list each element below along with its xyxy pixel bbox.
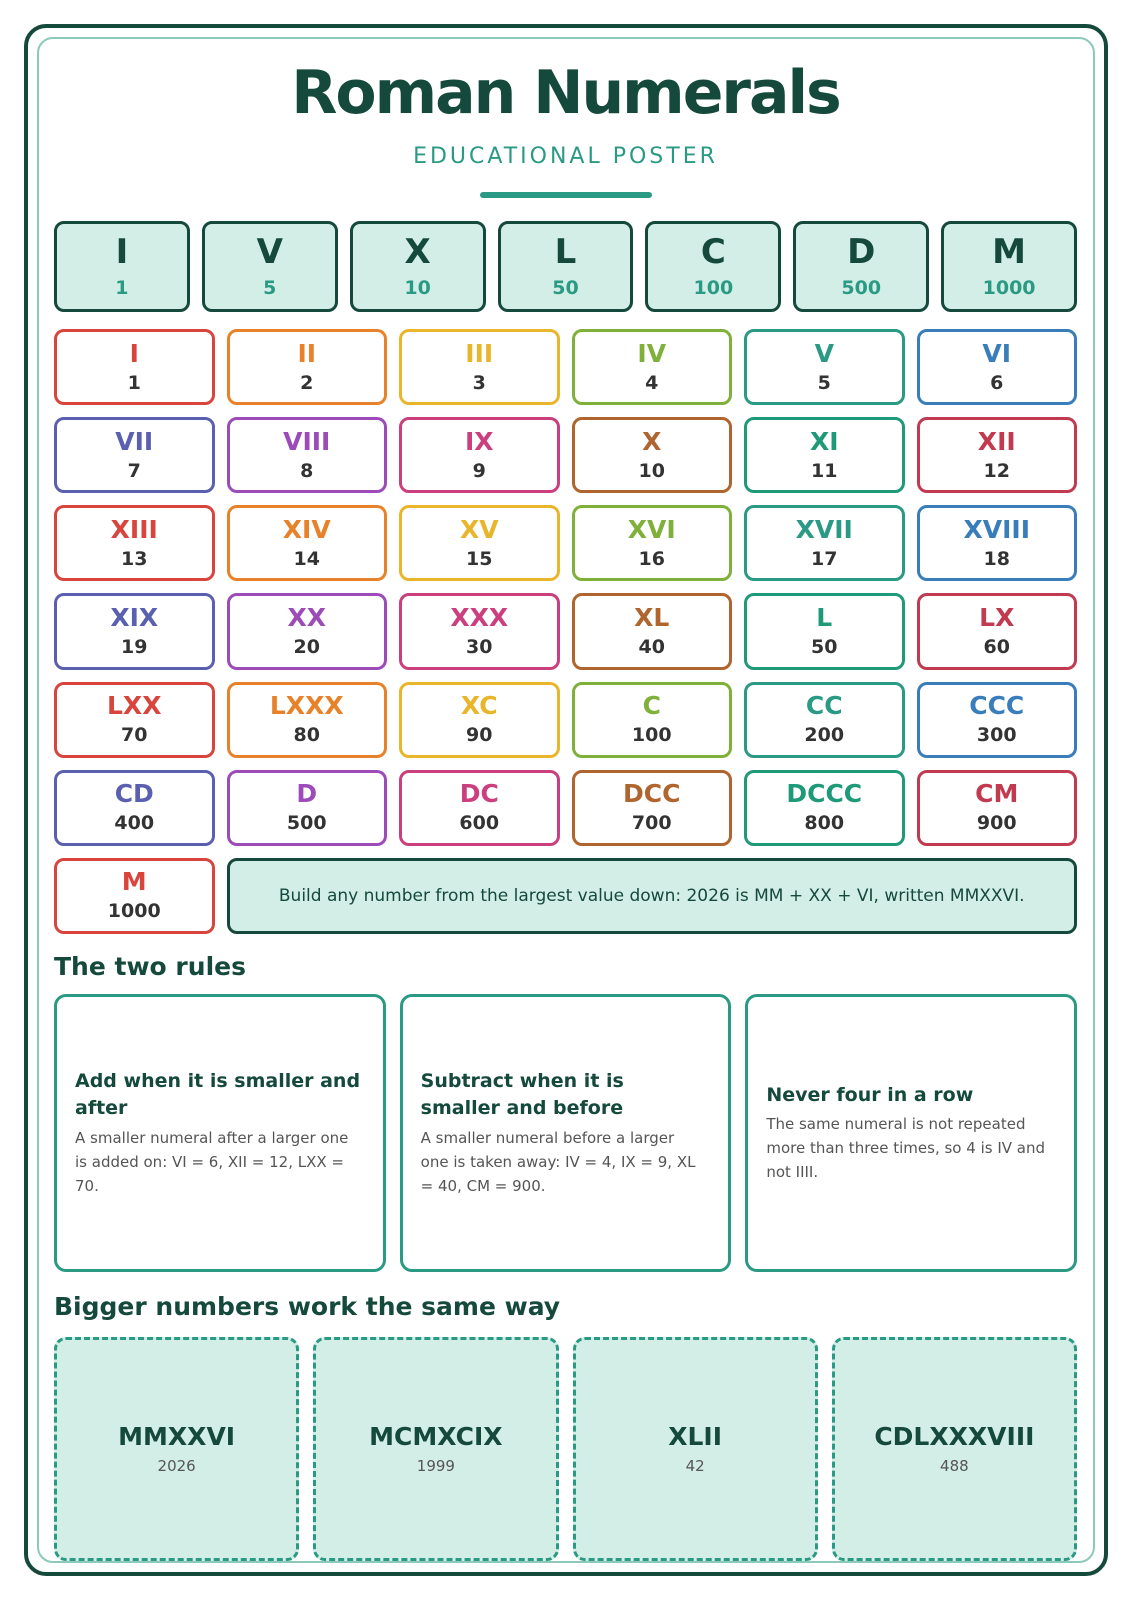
numeral-value: 700 <box>631 812 672 835</box>
numeral-card <box>54 682 215 758</box>
numeral-value: 50 <box>811 635 838 658</box>
numeral-card <box>572 593 733 669</box>
numeral-symbol: II <box>297 338 317 368</box>
numeral-value: 11 <box>811 459 838 482</box>
numeral-symbol: L <box>816 602 833 632</box>
base-symbols-row <box>54 221 1077 312</box>
numeral-card <box>54 417 215 493</box>
numeral-symbol: XII <box>977 426 1016 456</box>
rule-title: Never four in a row <box>766 1083 974 1106</box>
numeral-value: 19 <box>121 635 148 658</box>
bigger-heading: Bigger numbers work the same way <box>54 1292 561 1321</box>
base-value: 1000 <box>982 276 1036 299</box>
rule-text: The same numeral is not repeated more than three times, so 4 is IV and not IIII. <box>766 1115 1045 1182</box>
numeral-value: 14 <box>293 547 320 570</box>
numeral-value: 18 <box>983 547 1010 570</box>
numeral-value: 17 <box>811 547 838 570</box>
base-value: 100 <box>693 276 734 299</box>
numeral-value: 16 <box>638 547 665 570</box>
bigger-numbers-row <box>54 1337 1077 1561</box>
numeral-symbol: DC <box>459 779 499 809</box>
numeral-value: 12 <box>983 459 1010 482</box>
numeral-value: 60 <box>983 635 1010 658</box>
title-underline <box>480 192 652 198</box>
base-value: 10 <box>404 276 431 299</box>
example-numeral: XLII <box>668 1421 723 1451</box>
numeral-symbol: X <box>642 426 662 456</box>
numeral-card <box>399 329 560 405</box>
numeral-symbol: XVI <box>627 514 676 544</box>
numeral-card <box>572 682 733 758</box>
base-symbol: I <box>115 231 129 272</box>
example-card <box>573 1337 818 1561</box>
numeral-symbol: VI <box>982 338 1012 368</box>
page-title: Roman Numerals <box>291 58 840 128</box>
numeral-card <box>744 682 905 758</box>
tip-box <box>227 858 1078 934</box>
numeral-symbol: C <box>642 691 661 721</box>
numeral-card <box>744 329 905 405</box>
numeral-value: 200 <box>804 724 845 747</box>
base-symbol-card <box>645 221 781 312</box>
numeral-card <box>917 682 1078 758</box>
numeral-symbol: XC <box>460 691 498 721</box>
numeral-symbol: IX <box>464 426 494 456</box>
example-card <box>54 1337 299 1561</box>
tip-text: Build any number from the largest value down: 2026 is MM + XX + VI, written MMXXVI. <box>278 885 1025 906</box>
numeral-card <box>572 329 733 405</box>
numeral-value: 90 <box>466 724 493 747</box>
base-symbol: M <box>992 231 1026 272</box>
numeral-symbol: XX <box>287 602 327 632</box>
numeral-card <box>227 593 388 669</box>
numeral-symbol: DCC <box>623 779 681 809</box>
numeral-value: 15 <box>466 547 493 570</box>
numerals-grid <box>54 329 1077 934</box>
numeral-card <box>744 593 905 669</box>
numeral-symbol: XVII <box>795 514 853 544</box>
numeral-symbol: VIII <box>283 426 331 456</box>
numeral-card <box>744 505 905 581</box>
numeral-card <box>399 417 560 493</box>
example-numeral: MCMXCIX <box>369 1421 503 1451</box>
numeral-card <box>917 593 1078 669</box>
numeral-symbol: CC <box>805 691 843 721</box>
numeral-value: 1000 <box>107 900 161 923</box>
numeral-symbol: XIX <box>110 602 159 632</box>
base-symbol: C <box>700 231 726 272</box>
example-value: 2026 <box>157 1456 196 1475</box>
numeral-symbol: CD <box>114 779 154 809</box>
numeral-card <box>572 770 733 846</box>
numeral-card <box>227 770 388 846</box>
numeral-card <box>917 505 1078 581</box>
base-symbol-card <box>498 221 634 312</box>
numeral-value: 7 <box>127 459 141 482</box>
numeral-symbol: M <box>121 867 147 897</box>
numeral-symbol: LXX <box>107 691 162 721</box>
rule-title: Subtract when it is smaller and before <box>420 1070 624 1119</box>
numeral-card <box>227 682 388 758</box>
numeral-value: 300 <box>976 724 1017 747</box>
numeral-value: 400 <box>114 812 155 835</box>
numeral-symbol: XL <box>634 602 670 632</box>
numeral-card <box>54 593 215 669</box>
page-subtitle: EDUCATIONAL POSTER <box>413 144 718 169</box>
numeral-card <box>227 505 388 581</box>
example-card <box>313 1337 558 1561</box>
example-card <box>832 1337 1077 1561</box>
numeral-value: 8 <box>300 459 314 482</box>
numeral-value: 10 <box>638 459 665 482</box>
base-symbol-card <box>793 221 929 312</box>
rule-card <box>54 994 386 1272</box>
base-value: 50 <box>552 276 579 299</box>
numeral-card <box>572 505 733 581</box>
numeral-value: 6 <box>990 371 1004 394</box>
example-numeral: MMXXVI <box>118 1421 236 1451</box>
numeral-symbol: D <box>296 779 318 809</box>
base-symbol-card <box>941 221 1077 312</box>
numeral-symbol: VII <box>115 426 154 456</box>
rules-row <box>54 994 1077 1272</box>
numeral-card <box>917 329 1078 405</box>
numeral-value: 2 <box>300 371 314 394</box>
base-symbol: V <box>256 231 283 272</box>
example-value: 488 <box>940 1456 969 1475</box>
numeral-symbol: CCC <box>969 691 1025 721</box>
base-value: 500 <box>841 276 882 299</box>
numeral-symbol: IV <box>637 338 667 368</box>
rule-card <box>400 994 732 1272</box>
example-value: 1999 <box>416 1456 455 1475</box>
numeral-symbol: DCCC <box>786 779 863 809</box>
numeral-card <box>744 770 905 846</box>
numeral-value: 800 <box>804 812 845 835</box>
numeral-value: 80 <box>293 724 320 747</box>
base-symbol-card <box>54 221 190 312</box>
numeral-card <box>227 329 388 405</box>
numeral-symbol: V <box>814 338 834 368</box>
base-symbol: X <box>404 231 431 272</box>
numeral-symbol: I <box>129 338 139 368</box>
example-numeral: CDLXXXVIII <box>874 1421 1035 1451</box>
base-symbol-card <box>202 221 338 312</box>
numeral-symbol: XI <box>809 426 839 456</box>
numeral-value: 600 <box>459 812 500 835</box>
rule-card <box>745 994 1077 1272</box>
numeral-symbol: XV <box>459 514 499 544</box>
numeral-value: 9 <box>472 459 486 482</box>
numeral-card <box>572 417 733 493</box>
numeral-card <box>917 417 1078 493</box>
numeral-value: 4 <box>645 371 659 394</box>
numeral-symbol: XVIII <box>963 514 1031 544</box>
numeral-symbol: XIII <box>110 514 158 544</box>
numeral-card <box>399 505 560 581</box>
numeral-card <box>917 770 1078 846</box>
numeral-value: 1 <box>127 371 141 394</box>
base-symbol: D <box>847 231 876 272</box>
numeral-card <box>744 417 905 493</box>
numeral-value: 5 <box>817 371 831 394</box>
numeral-value: 500 <box>286 812 327 835</box>
numeral-card <box>399 770 560 846</box>
numeral-card <box>54 505 215 581</box>
numeral-value: 13 <box>121 547 148 570</box>
numeral-value: 100 <box>631 724 672 747</box>
numeral-symbol: XIV <box>282 514 331 544</box>
numeral-value: 40 <box>638 635 665 658</box>
numeral-card <box>54 770 215 846</box>
numeral-card <box>399 593 560 669</box>
rule-title: Add when it is smaller and after <box>75 1070 361 1119</box>
numeral-card <box>227 417 388 493</box>
rules-heading: The two rules <box>54 952 246 981</box>
numeral-value: 30 <box>466 635 493 658</box>
numeral-symbol: XXX <box>450 602 509 632</box>
numeral-value: 70 <box>121 724 148 747</box>
rule-text: A smaller numeral before a larger one is taken away: IV = 4, IX = 9, XL = 40, CM = 900. <box>420 1128 696 1195</box>
numeral-card <box>399 682 560 758</box>
numeral-symbol: LXXX <box>269 691 344 721</box>
base-symbol-card <box>350 221 486 312</box>
numeral-value: 3 <box>472 371 486 394</box>
numeral-card <box>54 858 215 934</box>
base-value: 5 <box>263 276 277 299</box>
base-symbol: L <box>554 231 577 272</box>
rule-text: A smaller numeral after a larger one is added on: VI = 6, XII = 12, LXX = 70. <box>75 1128 349 1195</box>
numeral-symbol: CM <box>975 779 1019 809</box>
numeral-symbol: III <box>465 338 494 368</box>
numeral-card <box>54 329 215 405</box>
base-value: 1 <box>115 276 129 299</box>
example-value: 42 <box>685 1456 705 1475</box>
numeral-value: 20 <box>293 635 320 658</box>
numeral-value: 900 <box>976 812 1017 835</box>
numeral-symbol: LX <box>979 602 1015 632</box>
